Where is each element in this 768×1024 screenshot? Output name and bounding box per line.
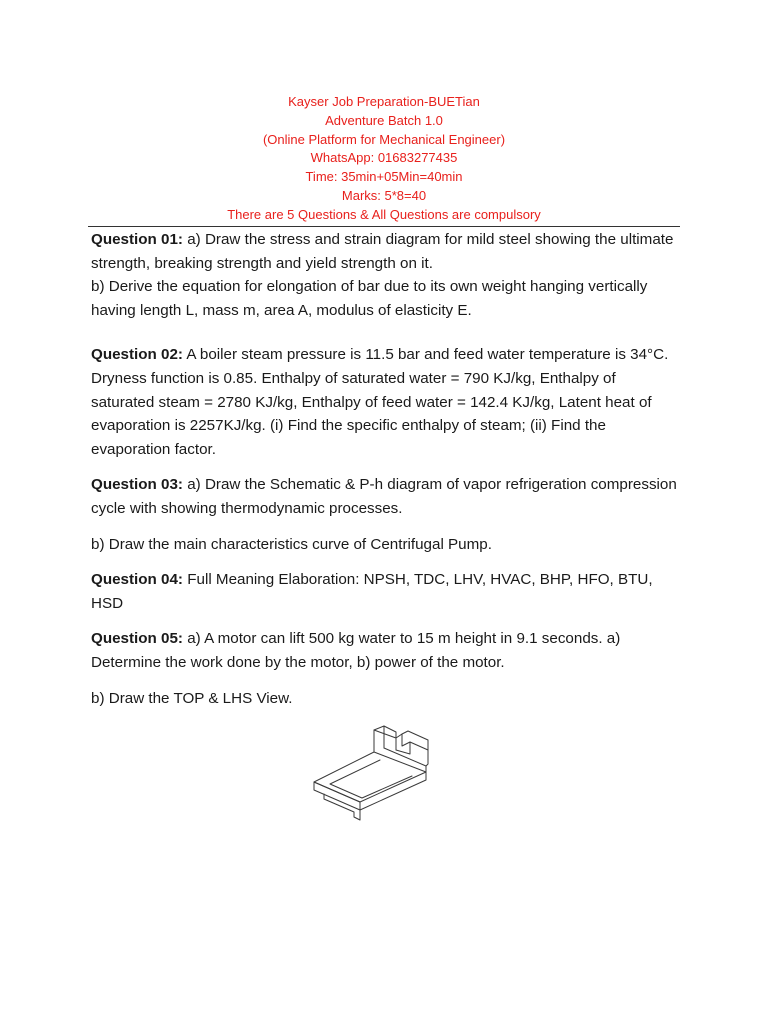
header-title: Kayser Job Preparation-BUETian (288, 94, 480, 109)
question-05-a-text: a) A motor can lift 500 kg water to 15 m height in 9.1 seconds. a) Determine the work done by the motor, b) power of the motor. (91, 630, 621, 671)
header-marks: Marks: 5*8=40 (341, 187, 427, 203)
header-time: Time: 35min+05Min=40min (305, 169, 463, 185)
question-03-a-text: a) Draw the Schematic & P-h diagram of vapor refrigeration compression cycle with showing thermodynamic processes. (91, 476, 677, 517)
question-02-text: A boiler steam pressure is 11.5 bar and feed water temperature is 34°C. Dryness function is 0.85. Enthalpy of saturated water = 790 KJ/kg, Enthalpy of saturated steam = 2780 KJ/kg, Enthalpy of feed water = 142.4 KJ/kg, Latent heat of evaporation is 2257KJ/kg. (i) Find the specific enthalpy of steam; (ii) Find the evaporation factor. (91, 346, 669, 458)
question-02 (91, 343, 683, 461)
question-02-label: Question 02: (91, 346, 183, 364)
exam-header (0, 93, 768, 225)
spacer (91, 461, 683, 473)
spacer (91, 675, 683, 687)
spacer (91, 521, 683, 533)
upright-block-top-left (374, 730, 396, 750)
header-whatsapp: WhatsApp: 01683277435 (310, 150, 458, 166)
spacer (91, 322, 683, 343)
question-04-label: Question 04: (91, 571, 183, 589)
question-05-part-a (91, 627, 683, 674)
upright-block-slot (396, 734, 410, 754)
question-03-part-a (91, 473, 683, 520)
question-01-a-text: a) Draw the stress and strain diagram for mild steel showing the ultimate strength, breaking strength and yield strength on it. (91, 231, 674, 272)
question-01-part-a (91, 228, 683, 275)
spacer (91, 615, 683, 627)
base-plate-left-face (314, 782, 360, 810)
upright-block-right (384, 726, 428, 766)
header-instructions: There are 5 Questions & All Questions are compulsory (227, 206, 541, 222)
header-platform: (Online Platform for Mechanical Engineer) (262, 131, 506, 147)
header-batch: Adventure Batch 1.0 (325, 112, 443, 128)
question-01-part-b: b) Derive the equation for elongation of bar due to its own weight hanging vertically having length L, mass m, area A, modulus of elasticity E. (91, 278, 648, 319)
isometric-part-drawing (300, 706, 460, 834)
header-divider (88, 226, 680, 227)
question-03-part-b: b) Draw the main characteristics curve of Centrifugal Pump. (91, 535, 492, 553)
upright-block-left (374, 726, 384, 752)
base-plate-front-face (360, 772, 426, 810)
question-03-label: Question 03: (91, 476, 183, 494)
question-04-text: Full Meaning Elaboration: NPSH, TDC, LHV, HVAC, BHP, HFO, BTU, HSD (91, 571, 653, 612)
spacer (91, 556, 683, 568)
bottom-groove (324, 794, 360, 820)
question-05-label: Question 05: (91, 630, 183, 648)
question-04 (91, 568, 683, 615)
question-list (91, 228, 683, 710)
upright-block-front (384, 748, 426, 772)
question-01-label: Question 01: (91, 231, 183, 248)
question-05-part-b: b) Draw the TOP & LHS View. (91, 689, 293, 707)
